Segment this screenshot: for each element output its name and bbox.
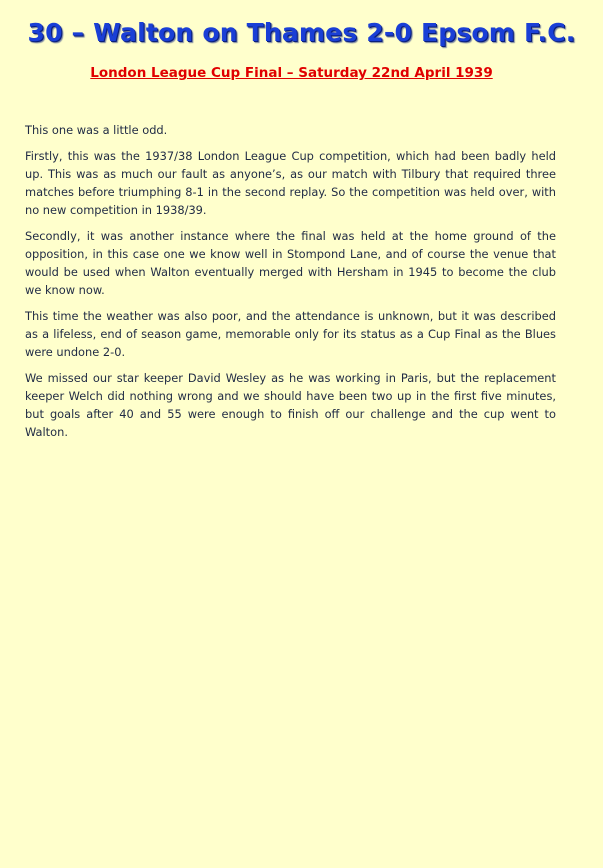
paragraph-weather: This time the weather was also poor, and the attendance is unknown, but it was described as a lifeless, end of season game, memorable only for its status as a Cup Final as the Blues were undone 2-0.: [25, 309, 556, 359]
page-title: 30 – Walton on Thames 2-0 Epsom F.C.: [27, 18, 576, 47]
paragraph-firstly: Firstly, this was the 1937/38 London League Cup competition, which had been badly held up. This was as much our fault as anyone’s, as our match with Tilbury that required three matches before triumphing 8-1 in the second replay. So the competition was held over, with no new competition in 1938/39.: [25, 149, 556, 217]
paragraph-intro: This one was a little odd.: [25, 123, 168, 137]
page-subtitle: London League Cup Final – Saturday 22nd April 1939: [90, 65, 493, 81]
article-body: [25, 121, 556, 449]
paragraph-keeper: We missed our star keeper David Wesley as he was working in Paris, but the replacement keeper Welch did nothing wrong and we should have been two up in the first five minutes, but goals after 40 and 55 were enough to finish off our challenge and the cup went to Walton.: [25, 371, 556, 439]
paragraph-secondly: Secondly, it was another instance where the final was held at the home ground of the opposition, in this case one we know well in Stompond Lane, and of course the venue that would be used when Walton eventually merged with Hersham in 1945 to become the club we know now.: [25, 229, 556, 297]
